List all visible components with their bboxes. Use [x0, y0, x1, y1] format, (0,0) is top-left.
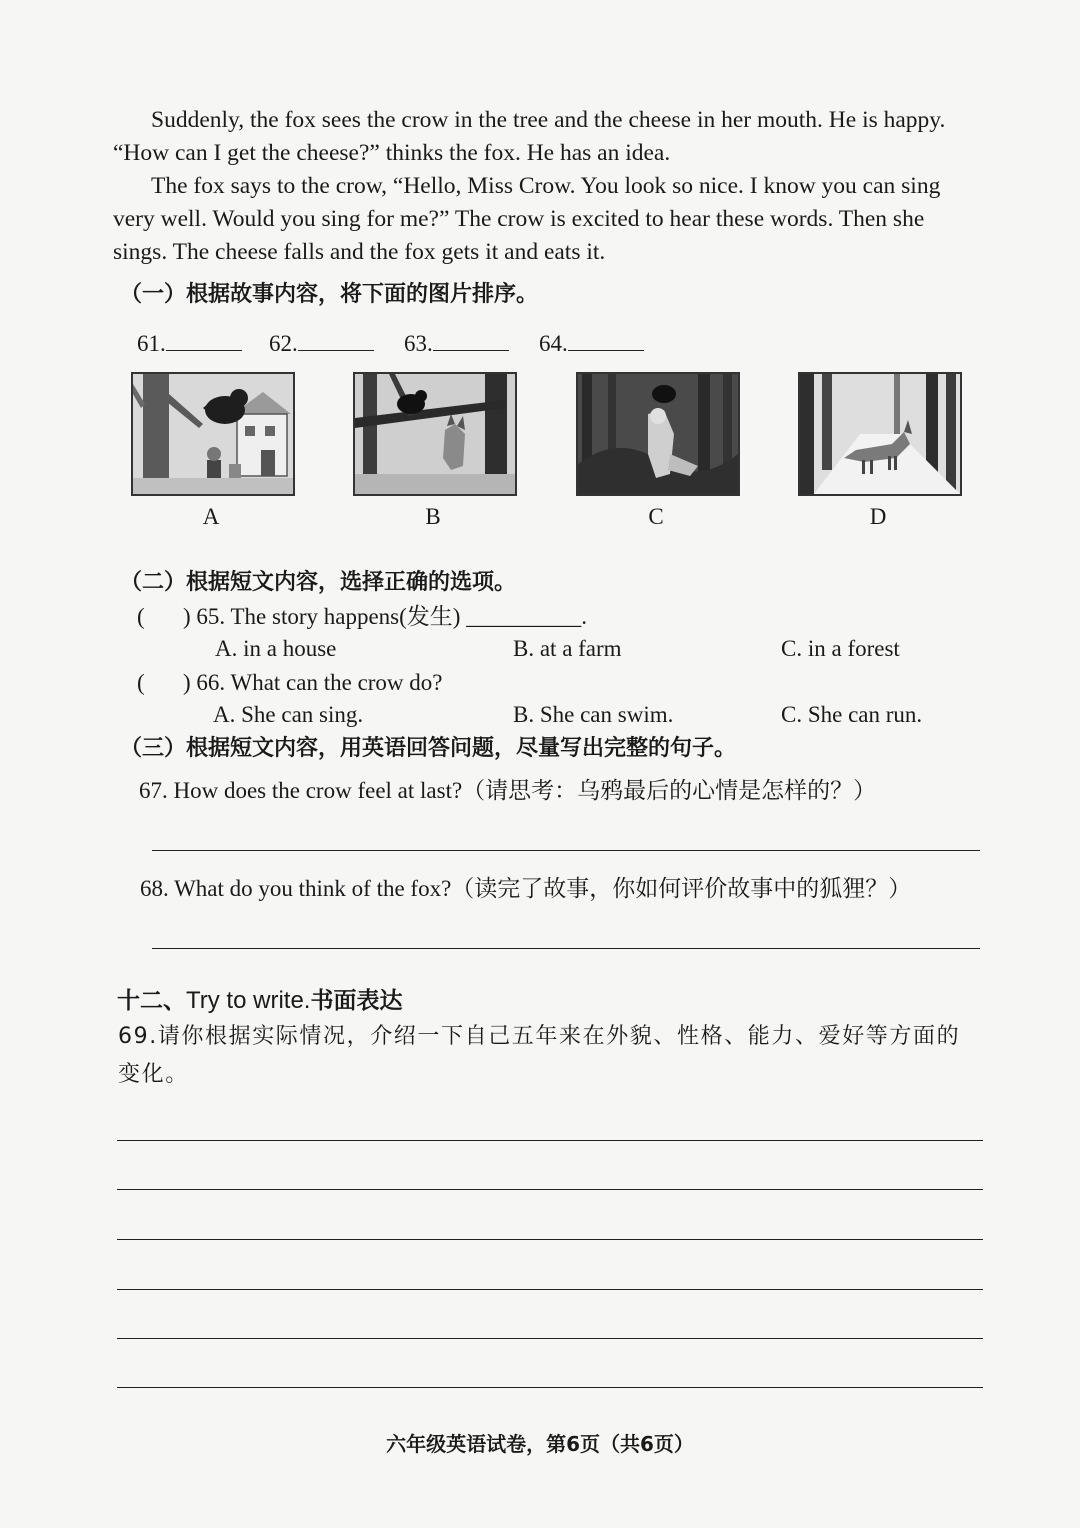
answer-62[interactable]: 62.	[269, 330, 374, 357]
picture-b-label: B	[425, 504, 441, 529]
answer-line-68[interactable]	[152, 948, 980, 949]
answer-line-67[interactable]	[152, 850, 980, 851]
question-68: 68. What do you think of the fox?（读完了故事，你如何评价故事中的狐狸？）	[140, 876, 912, 901]
story-paragraph-2: The fox says to the crow, “Hello, Miss Crow. You look so nice. I know you can sing very well. Would you sing for me?” The crow is excited to hear these words. Then she sings. The cheese falls and the fox gets it and eats it.	[113, 173, 941, 265]
writing-line-4[interactable]	[117, 1289, 983, 1290]
writing-line-3[interactable]	[117, 1239, 983, 1240]
story-paragraph-1: Suddenly, the fox sees the crow in the tree and the cheese in her mouth. He is happy. “How can I get the cheese?” thinks the fox. He has an idea.	[113, 107, 946, 166]
writing-line-2[interactable]	[117, 1189, 983, 1190]
question-66: ( ) 66. What can the crow do?	[137, 668, 443, 698]
picture-d-label: D	[869, 504, 887, 529]
q65-option-c[interactable]: C. in a forest	[781, 636, 900, 661]
answer-bracket-65[interactable]: (	[137, 604, 145, 629]
answer-61[interactable]: 61.	[137, 330, 242, 357]
part3-heading: （三）根据短文内容，用英语回答问题，尽量写出完整的句子。	[120, 736, 737, 761]
writing-line-5[interactable]	[117, 1338, 983, 1339]
q66-option-a[interactable]: A. She can sing.	[213, 702, 364, 727]
q65-option-a[interactable]: A. in a house	[215, 636, 337, 661]
fox-forest-dark-picture	[576, 372, 740, 496]
section-12-heading: 十二、Try to write.书面表达	[117, 987, 403, 1014]
crow-tree-fox-picture	[353, 372, 517, 496]
writing-line-1[interactable]	[117, 1140, 983, 1141]
fox-walking-forest-picture	[798, 372, 962, 496]
crow-house-picture	[131, 372, 295, 496]
q65-option-b[interactable]: B. at a farm	[513, 636, 622, 661]
question-67: 67. How does the crow feel at last?（请思考：乌鸦最后的心情是怎样的？）	[139, 778, 877, 803]
q66-option-c[interactable]: C. She can run.	[781, 702, 923, 727]
picture-a-label: A	[202, 504, 220, 529]
part1-heading: （一）根据故事内容，将下面的图片排序。	[120, 282, 539, 307]
question-65: ( ) 65. The story happens(发生) __________.	[137, 602, 587, 632]
answer-64[interactable]: 64.	[539, 330, 644, 357]
answer-63[interactable]: 63.	[404, 330, 509, 357]
writing-line-6[interactable]	[117, 1387, 983, 1388]
part2-heading: （二）根据短文内容，选择正确的选项。	[120, 570, 517, 595]
question-69: 69.请你根据实际情况，介绍一下自己五年来在外貌、性格、能力、爱好等方面的变化。	[118, 1024, 961, 1087]
q66-option-b[interactable]: B. She can swim.	[513, 702, 674, 727]
answer-bracket-66[interactable]: (	[137, 670, 145, 695]
picture-c-label: C	[648, 504, 664, 529]
page-footer: 六年级英语试卷，第6页（共6页）	[386, 1432, 694, 1456]
